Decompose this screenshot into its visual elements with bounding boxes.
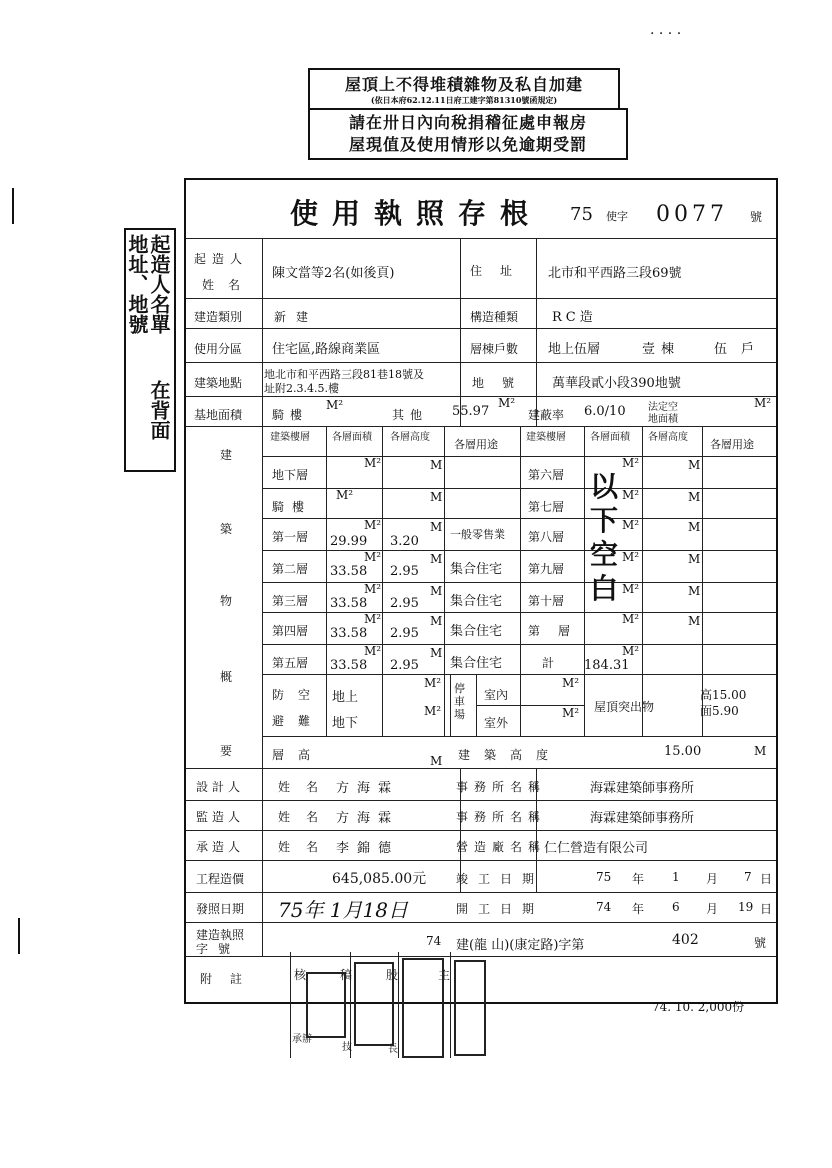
permit-ref-num: 402	[672, 932, 699, 948]
unit-a-4: M²	[364, 612, 382, 626]
unit-a-arc: M²	[336, 488, 354, 502]
footer-print-run: 74. 10. 2,000份	[652, 1000, 745, 1014]
unit-h-r6: M	[688, 458, 701, 472]
signer-1: 承辦	[292, 1034, 312, 1045]
use-3: 集合住宅	[450, 594, 503, 609]
applicant-value: 陳文當等2名(如後頁)	[272, 266, 395, 281]
start-d: 日	[760, 902, 773, 916]
unit-h-arc: M	[430, 490, 443, 504]
bldg-height-label: 建築高度	[458, 748, 563, 762]
completion-y: 年	[632, 872, 645, 886]
other-label: 其他	[392, 408, 429, 422]
signer-2: 技	[342, 1042, 352, 1053]
bldg-side-5: 要	[220, 744, 233, 758]
layer-height-unit: M	[430, 754, 443, 768]
floors-value: 地上伍層	[548, 342, 601, 357]
floor-arcade: 騎樓	[272, 500, 313, 514]
supervisor-label: 監造人	[196, 810, 245, 824]
hdr-floor-left: 建築樓層	[270, 432, 310, 443]
approval-2: 稿	[340, 968, 353, 982]
signer-3: 長	[388, 1044, 398, 1055]
floor-b1: 地下層	[272, 468, 309, 482]
shelter-label-1: 防空	[272, 688, 325, 702]
hdr-floor-right: 建築樓層	[526, 432, 566, 443]
floor-9: 第九層	[528, 562, 565, 576]
permit-ref-year: 74	[426, 934, 442, 948]
contractor-name: 李錦德	[336, 841, 400, 856]
completion-d: 日	[760, 872, 773, 886]
roof-area: 面5.90	[700, 704, 739, 718]
height-1: 3.20	[390, 534, 419, 549]
hdr-height-right: 各層高度	[648, 432, 688, 443]
tax-notice-line2: 屋現值及使用情形以免逾期受罰	[348, 135, 587, 154]
cost-label: 工程造價	[196, 872, 245, 886]
permit-suffix: 號	[750, 210, 763, 224]
bldg-side-4: 概	[220, 670, 233, 684]
floor-4: 第四層	[272, 624, 309, 638]
form-title: 使用執照存根	[290, 197, 543, 230]
height-5: 2.95	[390, 658, 419, 673]
parking-label: 停車場	[454, 682, 465, 721]
seal-stamp	[354, 962, 394, 1046]
unit-a-r7: M²	[622, 488, 640, 502]
coverage-label: 建蔽率	[528, 408, 565, 422]
shelter-label-2: 避難	[272, 714, 325, 728]
start-day: 19	[738, 900, 754, 914]
total-area: 184.31	[584, 658, 630, 673]
start-m: 月	[706, 902, 719, 916]
designer-office-label: 事務所名稱	[456, 780, 547, 794]
unit-a-2: M²	[364, 550, 382, 564]
applicant-name-label: 姓名	[202, 278, 255, 292]
unit-a-r8: M²	[622, 518, 640, 532]
hdr-area-left: 各層面積	[332, 432, 372, 443]
arcade-label: 騎樓	[272, 408, 309, 422]
roof-notice-line2: (依日本府62.12.11日府工建字第81310號函規定)	[370, 95, 558, 105]
roof-notice-stamp	[308, 68, 620, 110]
issue-label: 發照日期	[196, 902, 245, 916]
bldg-height-unit: M	[754, 744, 767, 758]
shelter-above: 地上	[332, 690, 359, 705]
unit-h-r10: M	[688, 584, 701, 598]
floor-6: 第六層	[528, 468, 565, 482]
required-open-label-2: 地面積	[648, 414, 678, 425]
unit-a-r9: M²	[622, 550, 640, 564]
margin-mark	[18, 918, 20, 954]
completion-month: 1	[672, 870, 680, 884]
parking-outdoor: 室外	[484, 716, 509, 730]
area-4: 33.58	[330, 626, 368, 641]
contractor-firm: 仁仁營造有限公司	[544, 841, 649, 856]
permit-year: 75	[570, 204, 593, 225]
issue-date-handwritten: 75年 1月18日	[278, 898, 408, 922]
area-2: 33.58	[330, 564, 368, 579]
permit-label-1: 建造執照	[196, 928, 245, 942]
height-3: 2.95	[390, 596, 419, 611]
cost-value: 645,085.00元	[332, 871, 427, 887]
use-5: 集合住宅	[450, 656, 503, 671]
permit-number: 0077	[656, 202, 728, 227]
start-y: 年	[632, 902, 645, 916]
unit-h-r8: M	[688, 520, 701, 534]
zone-value: 住宅區,路線商業區	[272, 342, 381, 357]
roof-notice-line1: 屋頂上不得堆積雜物及私自加建	[344, 75, 583, 94]
side-note-left-b: 在背面	[147, 380, 171, 440]
unit-h-b1: M	[430, 458, 443, 472]
lot-label: 地號	[472, 376, 533, 390]
supervisor-name-label: 姓名	[278, 810, 335, 824]
bldg-side-1: 建	[220, 448, 233, 462]
designer-label: 設計人	[196, 780, 245, 794]
tax-notice-stamp	[308, 108, 628, 160]
floor-8: 第八層	[528, 530, 565, 544]
contractor-firm-label: 營造廠名稱	[456, 840, 547, 854]
other-value: 55.97	[452, 404, 490, 419]
approval-area	[290, 952, 468, 1058]
height-4: 2.95	[390, 626, 419, 641]
floor-n: 第層	[528, 624, 589, 638]
floor-2: 第二層	[272, 562, 309, 576]
use-4: 集合住宅	[450, 624, 503, 639]
hdr-area-right: 各層面積	[590, 432, 630, 443]
floor-1: 第一層	[272, 530, 309, 544]
supervisor-name: 方海霖	[336, 811, 400, 826]
shelter-below: 地下	[332, 716, 359, 731]
bldg-side-3: 物	[220, 594, 233, 608]
permit-form	[184, 178, 778, 1004]
shelter-above-unit: M²	[424, 676, 442, 690]
top-dots: . . . .	[650, 22, 682, 38]
floors-buildings: 壹棟	[642, 342, 681, 357]
unit-a-r10: M²	[622, 582, 640, 596]
note-label: 附註	[200, 972, 261, 986]
layer-height-label: 層高	[272, 748, 325, 762]
supervisor-office: 海霖建築師事務所	[590, 811, 695, 826]
approval-3: 股	[386, 968, 399, 982]
start-month: 6	[672, 900, 680, 914]
parking-indoor: 室內	[484, 688, 509, 702]
shelter-below-unit: M²	[424, 704, 442, 718]
type-value: 新建	[274, 310, 319, 324]
approval-1: 核	[294, 968, 307, 982]
permit-ref-suffix: 號	[754, 936, 767, 950]
seal-stamp	[306, 972, 346, 1038]
bldg-height-value: 15.00	[664, 744, 702, 759]
floor-7: 第七層	[528, 500, 565, 514]
unit-h-5: M	[430, 646, 443, 660]
completion-m: 月	[706, 872, 719, 886]
approval-4: 主	[438, 968, 451, 982]
type-label: 建造類別	[194, 310, 243, 324]
address-value: 北市和平西路三段69號	[548, 266, 682, 281]
height-2: 2.95	[390, 564, 419, 579]
use-1: 一般零售業	[450, 528, 505, 541]
side-note-left-a: 地址、地號	[125, 234, 149, 334]
start-year: 74	[596, 900, 612, 914]
area-3: 33.58	[330, 596, 368, 611]
designer-name-label: 姓名	[278, 780, 335, 794]
floor-10: 第十層	[528, 594, 565, 608]
coverage-value: 6.0/10	[584, 404, 626, 419]
structure-label: 構造種類	[470, 310, 519, 324]
area-5: 33.58	[330, 658, 368, 673]
structure-value: RC造	[552, 310, 597, 325]
use-2: 集合住宅	[450, 562, 503, 577]
permit-word: 使字	[606, 210, 628, 223]
required-open-unit: M²	[754, 396, 772, 410]
hdr-use-left: 各層用途	[454, 438, 498, 451]
arcade-unit: M²	[326, 398, 344, 412]
unit-a-r6: M²	[622, 456, 640, 470]
unit-a-total: M²	[622, 644, 640, 658]
designer-office: 海霖建築師事務所	[590, 781, 695, 796]
unit-a-3: M²	[364, 582, 382, 596]
unit-h-3: M	[430, 584, 443, 598]
applicant-label: 起造人	[194, 252, 249, 266]
unit-h-1: M	[430, 520, 443, 534]
contractor-name-label: 姓名	[278, 840, 335, 854]
unit-a-rn: M²	[622, 612, 640, 626]
parking-in-unit: M²	[562, 676, 580, 690]
completion-year: 75	[596, 870, 612, 884]
address-label: 住址	[470, 264, 531, 278]
margin-mark	[12, 188, 14, 224]
blank-below-note: 以下空白	[590, 470, 619, 605]
floors-units: 伍戶	[714, 342, 769, 357]
start-label: 開工日期	[456, 902, 545, 916]
tax-notice-line1: 請在卅日內向稅捐稽征處申報房	[348, 113, 587, 132]
side-note-right: 起造人名單	[147, 234, 171, 334]
unit-a-5: M²	[364, 644, 382, 658]
hdr-height-left: 各層高度	[390, 432, 430, 443]
side-note-stamp	[124, 228, 176, 472]
unit-h-2: M	[430, 552, 443, 566]
unit-h-4: M	[430, 614, 443, 628]
bldg-side-2: 築	[220, 522, 233, 536]
roof-height: 高15.00	[700, 688, 747, 702]
completion-day: 7	[744, 870, 752, 884]
area-1: 29.99	[330, 534, 368, 549]
site-label: 建築地點	[194, 376, 243, 390]
floor-5: 第五層	[272, 656, 309, 670]
floor-total-label: 計	[542, 656, 555, 670]
site-area-label: 基地面積	[194, 408, 243, 422]
seal-stamp	[454, 960, 486, 1056]
hdr-use-right: 各層用途	[710, 438, 754, 451]
site-value-1: 地北市和平西路三段81巷18號及	[264, 368, 424, 381]
contractor-label: 承造人	[196, 840, 245, 854]
unit-a-1: M²	[364, 518, 382, 532]
parking-out-unit: M²	[562, 706, 580, 720]
required-open-label-1: 法定空	[648, 402, 678, 413]
unit-a-b1: M²	[364, 456, 382, 470]
site-value-2: 址附2.3.4.5.樓	[264, 382, 339, 395]
lot-value: 萬華段貳小段390地號	[552, 376, 681, 391]
designer-name: 方海霖	[336, 781, 400, 796]
unit-h-rn: M	[688, 614, 701, 628]
floor-3: 第三層	[272, 594, 309, 608]
permit-ref-text: 建(龍 山)(康定路)字第	[456, 938, 585, 953]
floors-label: 層棟戶數	[470, 342, 519, 356]
unit-h-r9: M	[688, 552, 701, 566]
seal-stamp	[402, 958, 444, 1058]
permit-label-2: 字號	[196, 942, 241, 956]
completion-label: 竣工日期	[456, 872, 545, 886]
zone-label: 使用分區	[194, 342, 243, 356]
supervisor-office-label: 事務所名稱	[456, 810, 547, 824]
unit-h-r7: M	[688, 490, 701, 504]
other-unit: M²	[498, 396, 516, 410]
roof-label: 屋頂突出物	[594, 700, 655, 714]
